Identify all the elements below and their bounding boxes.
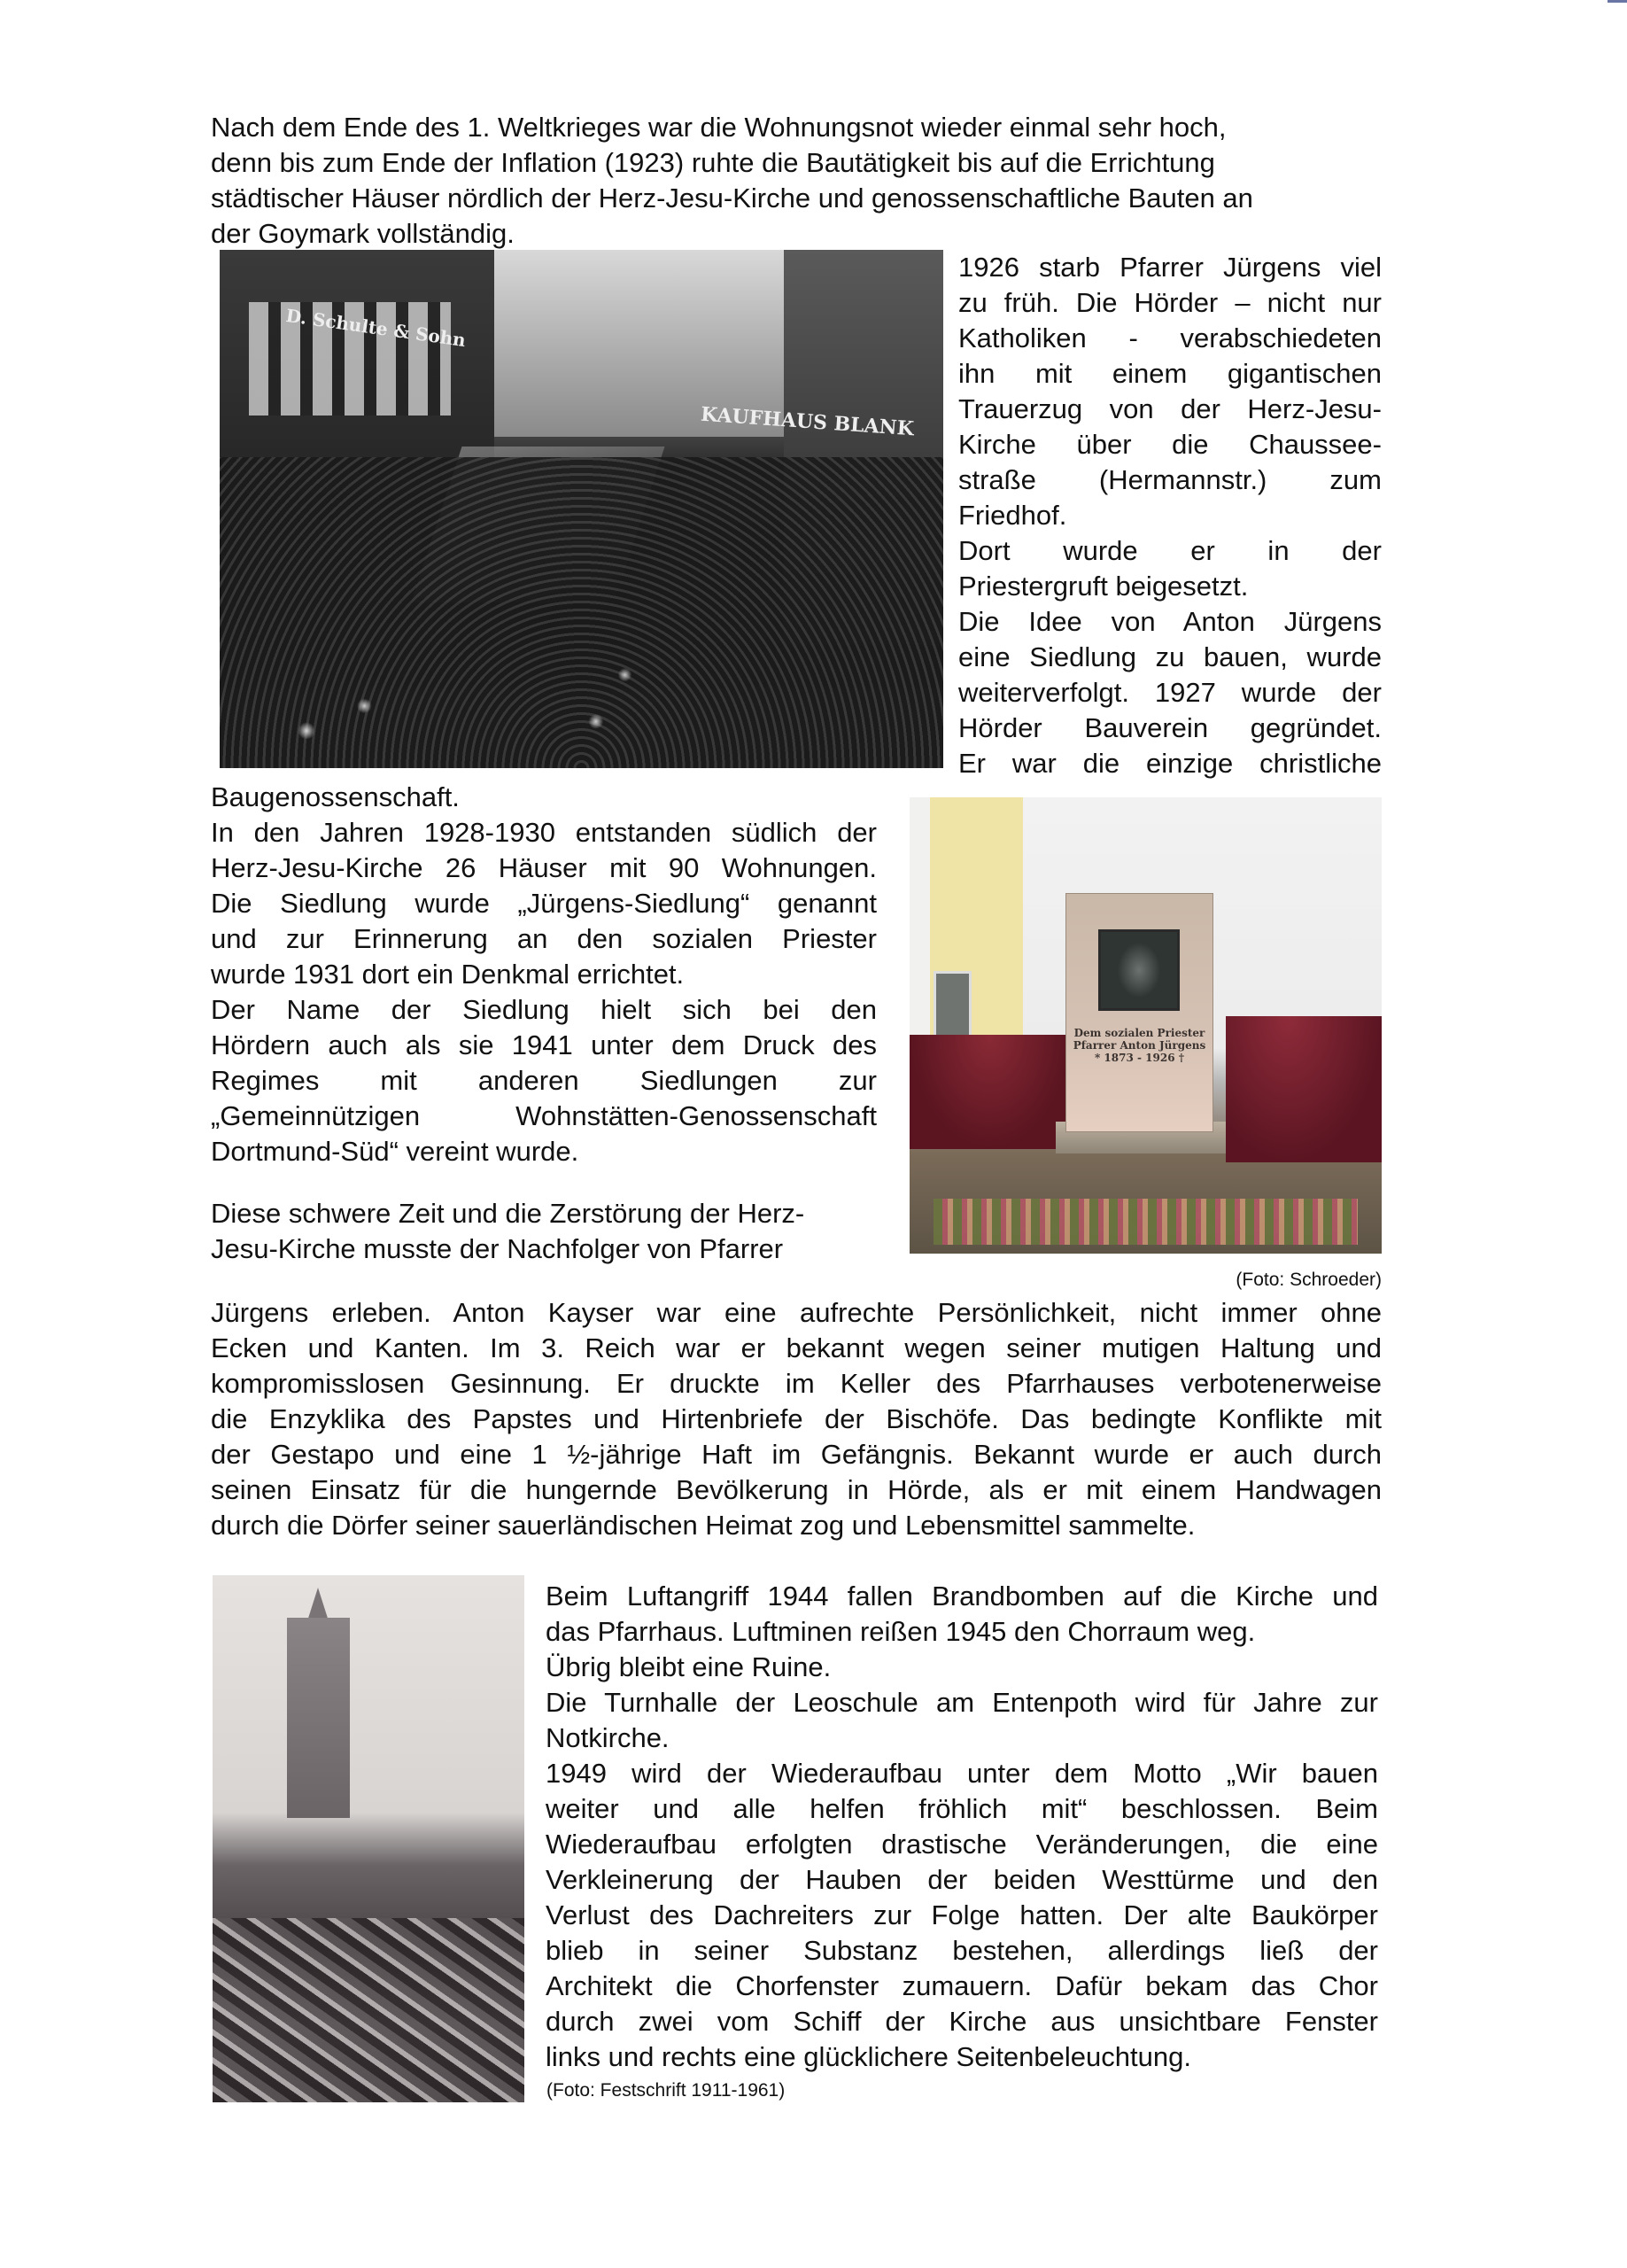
text-line: 1949 wird der Wiederaufbau unter dem Motto „Wir bauen [546, 1758, 1378, 1789]
text-line: Katholiken - verabschiedeten [958, 322, 1382, 353]
text-line: Diese schwere Zeit und die Zerstörung der Herz- [211, 1198, 805, 1229]
caption-ruins-photo: (Foto: Festschrift 1911-1961) [546, 2080, 786, 2101]
text-line: Übrig bleibt eine Ruine. [546, 1651, 832, 1682]
scan-artifact [1608, 0, 1627, 3]
text-line: Hörder Bauverein gegründet. [958, 712, 1382, 743]
text-line: Trauerzug von der Herz-Jesu- [958, 393, 1382, 424]
text-line: Jesu-Kirche musste der Nachfolger von Pfarrer [211, 1233, 784, 1264]
text-line: Die Siedlung wurde „Jürgens-Siedlung“ genannt [211, 888, 877, 919]
text-line: 1926 starb Pfarrer Jürgens viel [958, 252, 1382, 283]
text-line: Verlust des Dachreiters zur Folge hatten. Der alte Baukörper [546, 1899, 1378, 1930]
text-line: der Gestapo und eine 1 ½-jährige Haft im Gefängnis. Bekannt wurde er auch durch [211, 1439, 1382, 1470]
photo-hedge-left [910, 1035, 1070, 1149]
text-line: durch zwei vom Schiff der Kirche aus unsichtbare Fenster [546, 2006, 1378, 2037]
text-line: straße (Hermannstr.) zum [958, 464, 1382, 495]
text-line: Wiederaufbau erfolgten drastische Veränderungen, die eine [546, 1829, 1378, 1860]
text-line: Herz-Jesu-Kirche 26 Häuser mit 90 Wohnungen. [211, 852, 877, 883]
memorial-inscription [1072, 1027, 1206, 1064]
text-line: Dortmund-Süd“ vereint wurde. [211, 1136, 579, 1167]
photo-flowerbed [934, 1199, 1359, 1245]
photo-memorial-stone [1065, 893, 1213, 1132]
text-line: Architekt die Chorfenster zumauern. Dafür bekam das Chor [546, 1970, 1378, 2001]
text-line: Hördern auch als sie 1941 unter dem Druck des [211, 1029, 877, 1060]
photo-tower [287, 1618, 349, 1818]
text-line: weiterverfolgt. 1927 wurde der [958, 677, 1382, 708]
inscription-line: Pfarrer Anton Jürgens [1073, 1039, 1206, 1052]
text-line: eine Siedlung zu bauen, wurde [958, 641, 1382, 672]
text-line: In den Jahren 1928-1930 entstanden südlich der [211, 817, 877, 848]
text-line: städtischer Häuser nördlich der Herz-Jesu-Kirche und genossenschaftliche Bauten an [211, 183, 1253, 214]
text-line: Nach dem Ende des 1. Weltkrieges war die Wohnungsnot wieder einmal sehr hoch, [211, 112, 1227, 143]
shop-sign-kaufhaus-blank: KAUFHAUS BLANK [700, 402, 915, 441]
church-ruins-photo [213, 1575, 524, 2102]
text-line: Priestergruft beigesetzt. [958, 571, 1249, 602]
text-line: durch die Dörfer seiner sauerländischen Heimat zog und Lebensmittel sammelte. [211, 1510, 1196, 1541]
text-line: zu früh. Die Hörder – nicht nur [958, 287, 1382, 318]
text-line: Ecken und Kanten. Im 3. Reich war er bekannt wegen seiner mutigen Haltung und [211, 1332, 1382, 1363]
paragraph-siedlung [211, 780, 877, 1169]
photo-crowd [220, 457, 943, 768]
text-line: Jürgens erleben. Anton Kayser war eine aufrechte Persönlichkeit, nicht immer ohne [211, 1297, 1382, 1328]
text-line: wurde 1931 dort ein Denkmal errichtet. [211, 959, 685, 990]
text-line: Notkirche. [546, 1722, 670, 1753]
inscription-line: * 1873 - 1926 † [1094, 1052, 1184, 1065]
text-line: der Goymark vollständig. [211, 218, 515, 249]
text-line: Der Name der Siedlung hielt sich bei den [211, 994, 877, 1025]
text-line: ihn mit einem gigantischen [958, 358, 1382, 389]
text-line: Baugenossenschaft. [211, 781, 460, 812]
text-line: Beim Luftangriff 1944 fallen Brandbomben auf die Kirche und [546, 1581, 1378, 1612]
text-line: weiter und alle helfen fröhlich mit“ beschlossen. Beim [546, 1793, 1378, 1824]
paragraph-funeral [958, 250, 1382, 781]
inscription-line: Dem sozialen Priester [1073, 1027, 1205, 1040]
text-line: „Gemeinnützigen Wohnstätten-Genossenschaft [211, 1100, 877, 1131]
text-line: Verkleinerung der Hauben der beiden Westtürme und den [546, 1864, 1378, 1895]
text-line: blieb in seiner Substanz bestehen, allerdings ließ der [546, 1935, 1378, 1966]
text-line: Dort wurde er in der [958, 535, 1382, 566]
text-line: Er war die einzige christliche [958, 748, 1382, 779]
paragraph-transition [211, 1196, 884, 1267]
photo-bronze-relief [1098, 929, 1180, 1011]
photo-hedge-right [1226, 1016, 1382, 1162]
caption-memorial-photo: (Foto: Schroeder) [1236, 1270, 1382, 1290]
shop-sign-schulte: D. Schulte & Sohn [283, 304, 467, 352]
text-line: Regimes mit anderen Siedlungen zur [211, 1065, 877, 1096]
text-line: Kirche über die Chaussee- [958, 429, 1382, 460]
photo-rubble [213, 1918, 524, 2102]
funeral-procession-photo [220, 250, 943, 768]
memorial-photo [910, 797, 1382, 1254]
text-line: die Enzyklika des Papstes und Hirtenbriefe der Bischöfe. Das bedingte Konflikte mit [211, 1403, 1382, 1434]
text-line: kompromisslosen Gesinnung. Er druckte im Keller des Pfarrhauses verbotenerweise [211, 1368, 1382, 1399]
paragraph-reconstruction [546, 1579, 1378, 2075]
paragraph-kayser [211, 1295, 1382, 1543]
paragraph-intro [211, 110, 1382, 252]
text-line: Die Turnhalle der Leoschule am Entenpoth wird für Jahre zur [546, 1687, 1378, 1718]
text-line: das Pfarrhaus. Luftminen reißen 1945 den Chorraum weg. [546, 1616, 1256, 1647]
text-line: Die Idee von Anton Jürgens [958, 606, 1382, 637]
text-line: Friedhof. [958, 500, 1067, 531]
text-line: seinen Einsatz für die hungernde Bevölkerung in Hörde, als er mit einem Handwagen [211, 1474, 1382, 1505]
text-line: links und rechts eine glücklichere Seitenbeleuchtung. [546, 2041, 1191, 2072]
text-line: denn bis zum Ende der Inflation (1923) ruhte die Bautätigkeit bis auf die Errichtung [211, 147, 1215, 178]
text-line: und zur Erinnerung an den sozialen Priester [211, 923, 877, 954]
